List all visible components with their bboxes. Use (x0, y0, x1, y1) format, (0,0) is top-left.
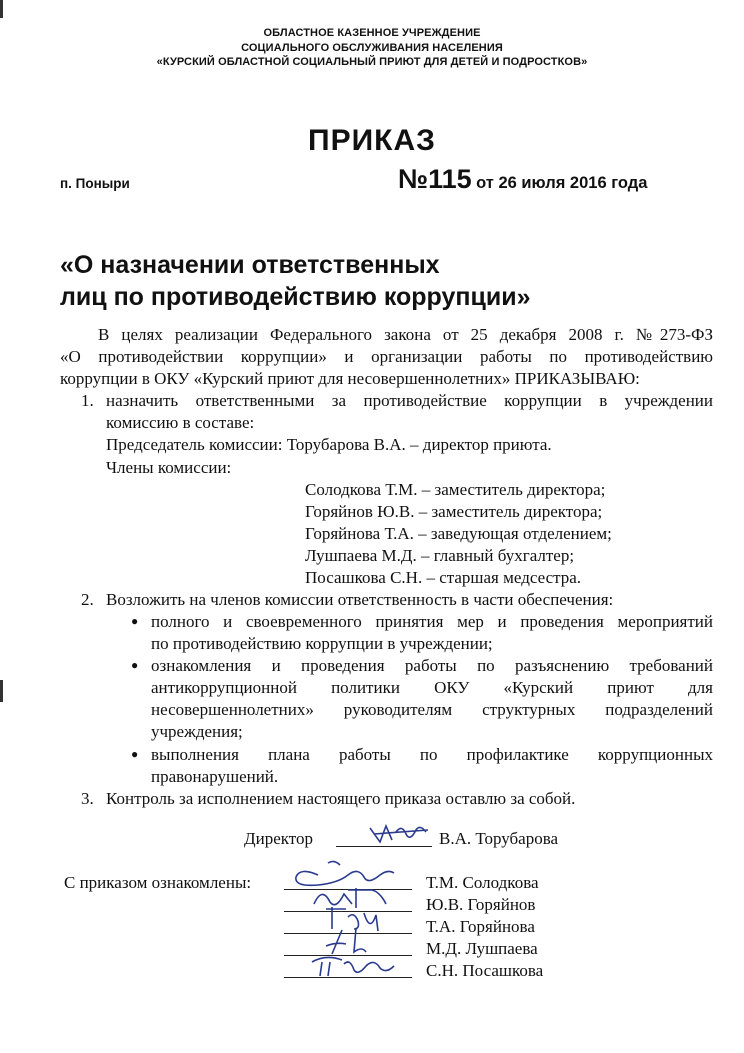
order-number: №115 (398, 164, 472, 194)
header-line-2: СОЦИАЛЬНОГО ОБСЛУЖИВАНИЯ НАСЕЛЕНИЯ (241, 42, 503, 54)
acquainted-name: С.Н. Посашкова (426, 961, 544, 980)
scan-edge-mark (0, 0, 3, 18)
bullet-icon: ● (131, 658, 139, 672)
director-name: В.А. Торубарова (439, 829, 559, 848)
preamble-line-1: В целях реализации Федерального закона от 25 декабря 2008 г. №273-ФЗ (98, 325, 713, 344)
bullet-3-line-1: выполнения плана работы по профилактике коррупционных (151, 745, 713, 764)
signature-line (336, 846, 432, 847)
bullet-2-line-4: учреждения; (151, 722, 243, 741)
subject-line-1: «О назначении ответственных (60, 251, 440, 279)
item-2-line-1: Возложить на членов комиссии ответственность в части обеспечения: (106, 590, 614, 609)
scan-edge-mark (0, 680, 3, 702)
header-line-1: ОБЛАСТНОЕ КАЗЕННОЕ УЧРЕЖДЕНИЕ (263, 27, 481, 39)
director-signature (366, 818, 436, 846)
item-1-number: 1. (81, 391, 94, 410)
bullet-2-line-2: антикоррупционной политики ОКУ «Курский приют для (151, 678, 713, 697)
order-number-date (398, 164, 647, 195)
bullet-icon: ● (131, 747, 139, 761)
preamble-line-3: коррупции в ОКУ «Курский приют для несовершеннолетних» ПРИКАЗЫВАЮ: (60, 369, 640, 388)
preamble-line-2: «О противодействии коррупции» и организации работы по противодействию (60, 347, 713, 366)
acquainted-name: М.Д. Лушпаева (426, 939, 538, 958)
document-title: ПРИКАЗ (308, 124, 436, 157)
signature-posashkova (308, 950, 400, 980)
item-3-number: 3. (81, 789, 94, 808)
acquainted-name: Ю.В. Горяйнов (426, 895, 536, 914)
director-label: Директор (244, 829, 313, 848)
member-line: Солодкова Т.М. – заместитель директора; (305, 480, 606, 499)
member-line: Посашкова С.Н. – старшая медсестра. (305, 568, 582, 587)
bullet-1-line-2: по противодействию коррупции в учреждении; (151, 634, 493, 653)
item-1-line-1: назначить ответственными за противодействие коррупции в учреждении (106, 391, 713, 410)
acquainted-name: Т.М. Солодкова (426, 873, 539, 892)
subject-line-2: лиц по противодействию коррупции» (60, 283, 531, 311)
header-line-3: «КУРСКИЙ ОБЛАСТНОЙ СОЦИАЛЬНЫЙ ПРИЮТ ДЛЯ ДЕТЕЙ И ПОДРОСТКОВ» (156, 56, 588, 68)
acquainted-label: С приказом ознакомлены: (64, 873, 252, 892)
member-line: Горяйнова Т.А. – заведующая отделением; (305, 524, 612, 543)
bullet-2-line-1: ознакомления и проведения работы по разъяснению требований (151, 656, 713, 675)
order-date: от 26 июля 2016 года (476, 174, 648, 192)
item-1-line-2: комиссию в составе: (106, 413, 255, 432)
document-subject (60, 249, 531, 313)
member-line: Горяйнов Ю.В. – заместитель директора; (305, 502, 603, 521)
bullet-1-line-1: полного и своевременного принятия мер и проведения мероприятий (151, 612, 713, 631)
member-line: Лушпаева М.Д. – главный бухгалтер; (305, 546, 575, 565)
members-label: Члены комиссии: (106, 458, 232, 477)
chairman-line: Председатель комиссии: Торубарова В.А. – директор приюта. (106, 435, 552, 454)
item-3-line-1: Контроль за исполнением настоящего приказа оставлю за собой. (106, 789, 576, 808)
place-label: п. Поныри (60, 176, 130, 191)
item-2-number: 2. (81, 590, 94, 609)
bullet-3-line-2: правонарушений. (151, 767, 279, 786)
acquainted-name: Т.А. Горяйнова (426, 917, 535, 936)
bullet-icon: ● (131, 614, 139, 628)
bullet-2-line-3: несовершеннолетних» руководителям структурных подразделений (151, 700, 713, 719)
